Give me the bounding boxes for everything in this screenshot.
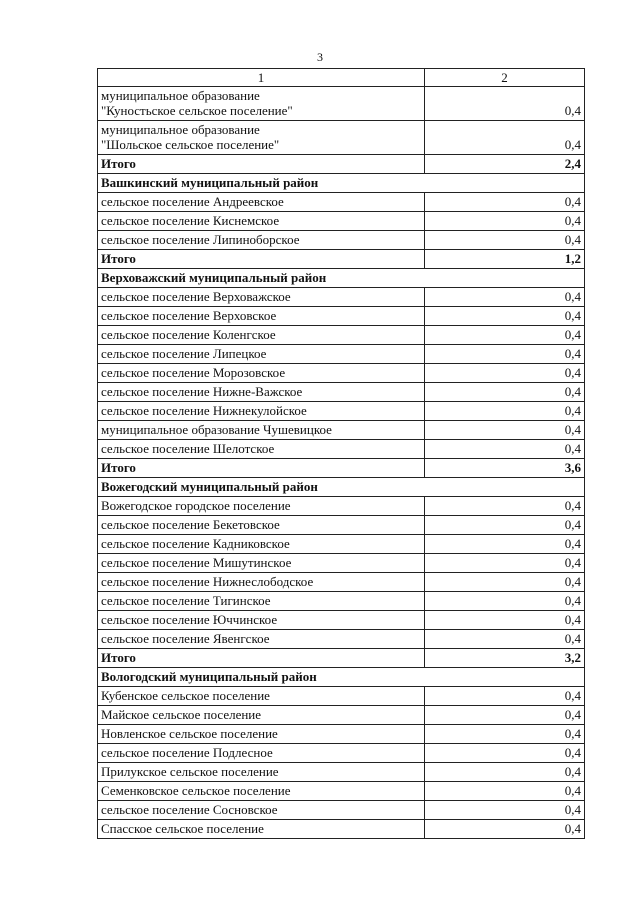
row-label: сельское поселение Юччинское bbox=[98, 611, 425, 630]
table-row bbox=[98, 497, 585, 516]
table-row bbox=[98, 326, 585, 345]
column-header-1: 1 bbox=[98, 69, 425, 87]
row-label: сельское поселение Липецкое bbox=[98, 345, 425, 364]
district-header-row bbox=[98, 174, 585, 193]
table-row bbox=[98, 744, 585, 763]
total-value: 1,2 bbox=[425, 250, 585, 269]
row-label: Спасское сельское поселение bbox=[98, 820, 425, 839]
row-label: сельское поселение Кадниковское bbox=[98, 535, 425, 554]
row-value: 0,4 bbox=[425, 744, 585, 763]
row-label-line: муниципальное образование bbox=[101, 88, 260, 103]
row-value: 0,4 bbox=[425, 421, 585, 440]
row-value: 0,4 bbox=[425, 402, 585, 421]
table-row bbox=[98, 573, 585, 592]
row-value: 0,4 bbox=[425, 345, 585, 364]
total-label: Итого bbox=[98, 250, 425, 269]
row-label-line: "Шольское сельское поселение" bbox=[101, 137, 280, 152]
row-label: сельское поселение Нижнеслободское bbox=[98, 573, 425, 592]
table-row bbox=[98, 592, 585, 611]
column-header-2: 2 bbox=[425, 69, 585, 87]
allocation-table bbox=[97, 68, 585, 839]
row-label: сельское поселение Верховское bbox=[98, 307, 425, 326]
table-row bbox=[98, 611, 585, 630]
table-row bbox=[98, 782, 585, 801]
row-value: 0,4 bbox=[425, 611, 585, 630]
table-row bbox=[98, 630, 585, 649]
row-value: 0,4 bbox=[425, 516, 585, 535]
row-label-line: муниципальное образование bbox=[101, 122, 260, 137]
total-value: 3,2 bbox=[425, 649, 585, 668]
table-row bbox=[98, 212, 585, 231]
row-label: сельское поселение Андреевское bbox=[98, 193, 425, 212]
row-value: 0,4 bbox=[425, 820, 585, 839]
district-name: Верховажский муниципальный район bbox=[98, 269, 585, 288]
table-row bbox=[98, 687, 585, 706]
district-header-row bbox=[98, 668, 585, 687]
row-label: сельское поселение Киснемское bbox=[98, 212, 425, 231]
district-header-row bbox=[98, 269, 585, 288]
table-row bbox=[98, 820, 585, 839]
row-label: Майское сельское поселение bbox=[98, 706, 425, 725]
row-label: сельское поселение Липиноборское bbox=[98, 231, 425, 250]
row-value: 0,4 bbox=[425, 763, 585, 782]
table-row bbox=[98, 121, 585, 155]
total-row bbox=[98, 459, 585, 478]
table-row bbox=[98, 706, 585, 725]
district-name: Вашкинский муниципальный район bbox=[98, 174, 585, 193]
row-label: сельское поселение Морозовское bbox=[98, 364, 425, 383]
row-label: сельское поселение Тигинское bbox=[98, 592, 425, 611]
total-row bbox=[98, 250, 585, 269]
table-row bbox=[98, 364, 585, 383]
row-label: сельское поселение Коленгское bbox=[98, 326, 425, 345]
table-row bbox=[98, 535, 585, 554]
row-label: сельское поселение Шелотское bbox=[98, 440, 425, 459]
row-label: сельское поселение Подлесное bbox=[98, 744, 425, 763]
table-row bbox=[98, 383, 585, 402]
row-value: 0,4 bbox=[425, 535, 585, 554]
row-value: 0,4 bbox=[425, 193, 585, 212]
row-value: 0,4 bbox=[425, 497, 585, 516]
row-label: сельское поселение Мишутинское bbox=[98, 554, 425, 573]
row-value: 0,4 bbox=[425, 326, 585, 345]
table-header-row bbox=[98, 69, 585, 87]
row-value: 0,4 bbox=[425, 307, 585, 326]
table-row bbox=[98, 307, 585, 326]
total-value: 2,4 bbox=[425, 155, 585, 174]
row-value: 0,4 bbox=[425, 121, 585, 155]
row-value: 0,4 bbox=[425, 231, 585, 250]
district-name: Вожегодский муниципальный район bbox=[98, 478, 585, 497]
row-label: муниципальное образование Чушевицкое bbox=[98, 421, 425, 440]
row-value: 0,4 bbox=[425, 687, 585, 706]
total-value: 3,6 bbox=[425, 459, 585, 478]
row-value: 0,4 bbox=[425, 573, 585, 592]
row-value: 0,4 bbox=[425, 440, 585, 459]
row-value: 0,4 bbox=[425, 592, 585, 611]
table-row bbox=[98, 288, 585, 307]
row-value: 0,4 bbox=[425, 706, 585, 725]
row-value: 0,4 bbox=[425, 782, 585, 801]
table-row bbox=[98, 87, 585, 121]
table-row bbox=[98, 725, 585, 744]
row-value: 0,4 bbox=[425, 554, 585, 573]
table-body bbox=[98, 69, 585, 839]
row-label: Вожегодское городское поселение bbox=[98, 497, 425, 516]
row-value: 0,4 bbox=[425, 630, 585, 649]
row-value: 0,4 bbox=[425, 87, 585, 121]
district-name: Вологодский муниципальный район bbox=[98, 668, 585, 687]
table-row bbox=[98, 345, 585, 364]
table-row bbox=[98, 440, 585, 459]
row-value: 0,4 bbox=[425, 288, 585, 307]
row-label: Прилукское сельское поселение bbox=[98, 763, 425, 782]
row-label: сельское поселение Бекетовское bbox=[98, 516, 425, 535]
row-value: 0,4 bbox=[425, 383, 585, 402]
row-label bbox=[98, 121, 425, 155]
row-value: 0,4 bbox=[425, 364, 585, 383]
row-label: Новленское сельское поселение bbox=[98, 725, 425, 744]
table-row bbox=[98, 801, 585, 820]
row-label: сельское поселение Явенгское bbox=[98, 630, 425, 649]
total-label: Итого bbox=[98, 155, 425, 174]
table-row bbox=[98, 554, 585, 573]
district-header-row bbox=[98, 478, 585, 497]
row-value: 0,4 bbox=[425, 725, 585, 744]
total-row bbox=[98, 155, 585, 174]
page-number: 3 bbox=[317, 50, 323, 64]
table-row bbox=[98, 516, 585, 535]
row-value: 0,4 bbox=[425, 212, 585, 231]
total-row bbox=[98, 649, 585, 668]
table-row bbox=[98, 193, 585, 212]
total-label: Итого bbox=[98, 459, 425, 478]
row-label: сельское поселение Нижне-Важское bbox=[98, 383, 425, 402]
row-value: 0,4 bbox=[425, 801, 585, 820]
row-label: сельское поселение Верховажское bbox=[98, 288, 425, 307]
row-label bbox=[98, 87, 425, 121]
row-label: Кубенское сельское поселение bbox=[98, 687, 425, 706]
table-row bbox=[98, 231, 585, 250]
row-label-line: "Куностьское сельское поселение" bbox=[101, 103, 293, 118]
table-row bbox=[98, 763, 585, 782]
table-row bbox=[98, 421, 585, 440]
row-label: сельское поселение Нижнекулойское bbox=[98, 402, 425, 421]
table-row bbox=[98, 402, 585, 421]
row-label: сельское поселение Сосновское bbox=[98, 801, 425, 820]
row-label: Семенковское сельское поселение bbox=[98, 782, 425, 801]
total-label: Итого bbox=[98, 649, 425, 668]
